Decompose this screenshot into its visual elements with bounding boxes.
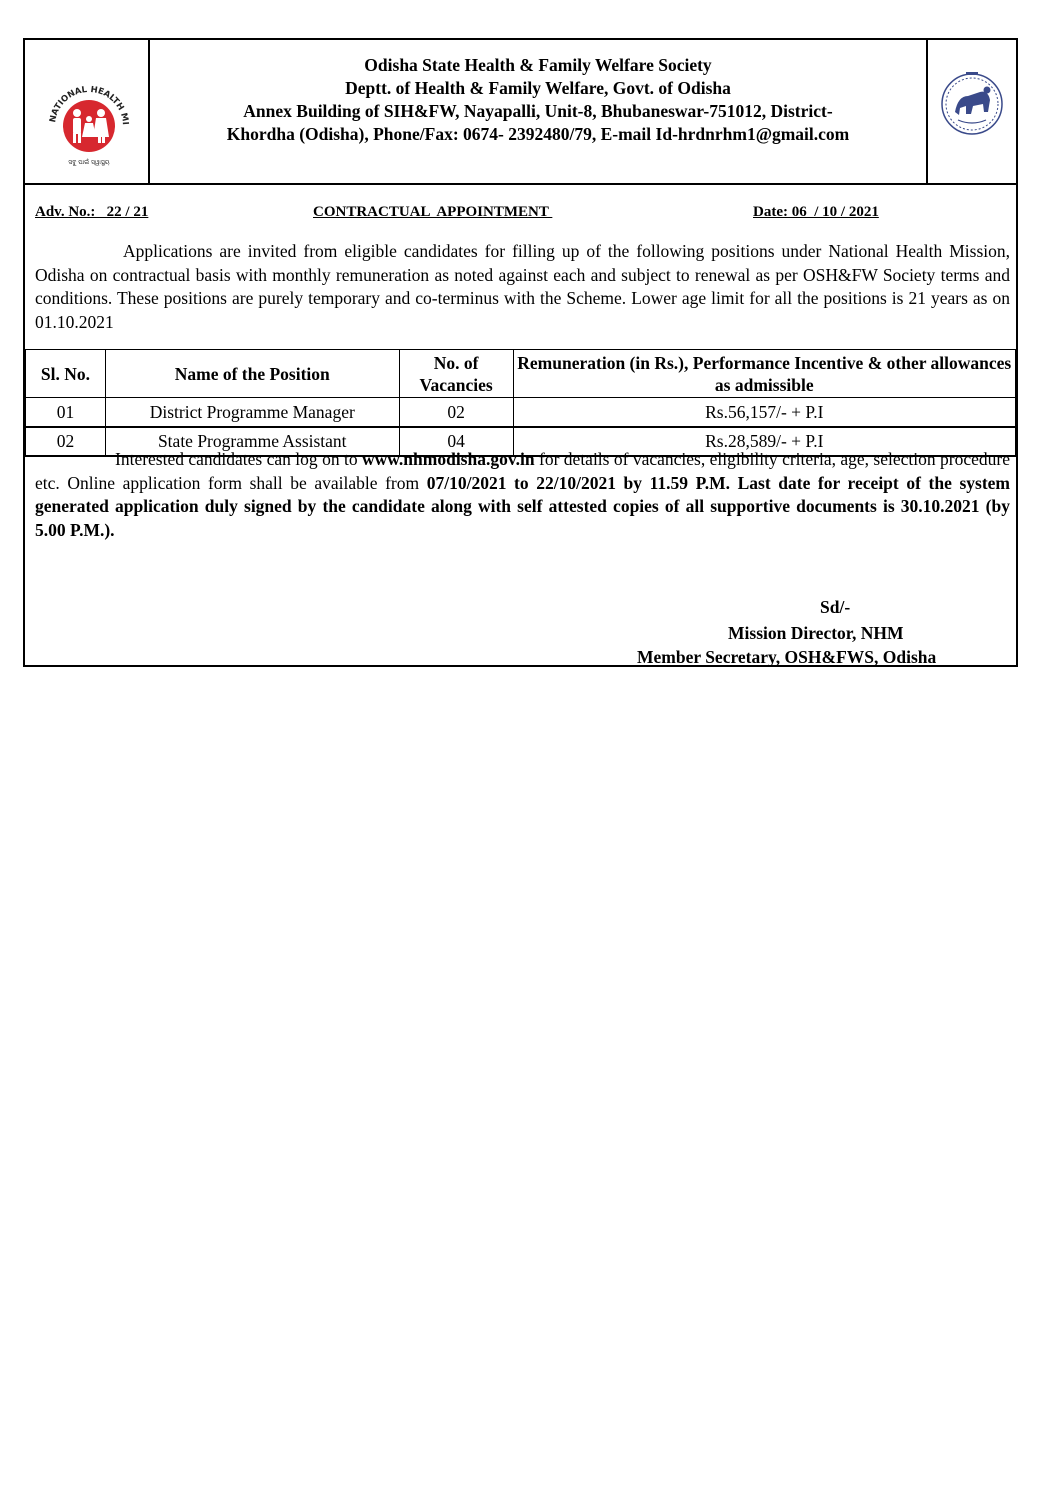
header-vacancies: No. of Vacancies bbox=[399, 350, 513, 398]
positions-table bbox=[25, 349, 1016, 457]
instructions-paragraph bbox=[35, 448, 1010, 542]
advertisement-document bbox=[23, 38, 1018, 667]
advert-date: Date: 06 / 10 / 2021 bbox=[753, 204, 879, 220]
intro-text: Applications are invited from eligible candidates for filling up of the following positions under National Health Mission, Odisha on contractual basis with monthly remuneration as noted against each and subject to renewal as per OSH&FW Society terms and conditions. These positions are purely temporary and co-terminus with the Scheme. Lower age limit for all the positions is 21 years as on 01.10.2021 bbox=[35, 241, 1010, 332]
nhm-logo-icon bbox=[25, 40, 148, 183]
nhm-logo-panel bbox=[25, 40, 150, 183]
instructions-text-1: Interested candidates can log on to bbox=[115, 449, 362, 469]
website-link[interactable]: www.nhmodisha.gov.in bbox=[361, 449, 535, 469]
adv-number: Adv. No.: 22 / 21 bbox=[35, 204, 149, 220]
header-remuneration: Remuneration (in Rs.), Performance Incentive & other allowances as admissible bbox=[513, 350, 1015, 398]
cell-vacancies: 02 bbox=[399, 398, 513, 427]
emblem-panel bbox=[926, 40, 1016, 183]
table-header-row bbox=[26, 350, 1016, 398]
letterhead bbox=[25, 40, 1016, 185]
cell-position-name: District Programme Manager bbox=[105, 398, 399, 427]
header-sl-no: Sl. No. bbox=[26, 350, 106, 398]
signature-title: Mission Director, NHM bbox=[728, 623, 904, 643]
advert-title: CONTRACTUAL APPOINTMENT bbox=[313, 204, 553, 220]
odisha-emblem-icon bbox=[928, 40, 1016, 183]
org-name: Odisha State Health & Family Welfare Society bbox=[364, 55, 712, 75]
letterhead-text bbox=[151, 54, 925, 146]
cell-remuneration: Rs.56,157/- + P.I bbox=[513, 398, 1015, 427]
signature-sd: Sd/- bbox=[820, 597, 851, 617]
intro-paragraph bbox=[35, 240, 1010, 334]
dept-name: Deptt. of Health & Family Welfare, Govt. of Odisha bbox=[345, 78, 731, 98]
table-row bbox=[26, 398, 1016, 427]
signature-designation: Member Secretary, OSH&FWS, Odisha bbox=[637, 647, 937, 667]
cell-remuneration: Rs.28,589/- + P.I bbox=[513, 427, 1015, 456]
cell-sl-no: 02 bbox=[26, 427, 106, 456]
contact-line: Khordha (Odisha), Phone/Fax: 0674- 2392480/79, E-mail Id-hrdnrhm1@gmail.com bbox=[226, 124, 850, 144]
nhm-logo-subtext: ସବୁ ପାଇଁ ସ୍ୱାସ୍ଥ୍ୟ bbox=[68, 159, 110, 166]
address-line: Annex Building of SIH&FW, Nayapalli, Unit-8, Bhubaneswar-751012, District- bbox=[243, 101, 833, 121]
important-dates: 07/10/2021 to 22/10/2021 by 11.59 P.M. Last date for receipt of the system generated application duly signed by the candidate along with self attested copies of all supportive documents is 30.10.2021 (by 5.00 P.M.). bbox=[35, 472, 1010, 540]
header-position-name: Name of the Position bbox=[105, 350, 399, 398]
advert-meta bbox=[35, 204, 935, 226]
instructions-text-2: for details of vacancies, eligibility criteria, age, selection procedure etc. Online application form shall be available from bbox=[35, 449, 1010, 493]
cell-position-name: State Programme Assistant bbox=[105, 427, 399, 456]
cell-sl-no: 01 bbox=[26, 398, 106, 427]
cell-vacancies: 04 bbox=[399, 427, 513, 456]
nhm-logo-text: NATIONAL HEALTH MI bbox=[48, 84, 131, 126]
